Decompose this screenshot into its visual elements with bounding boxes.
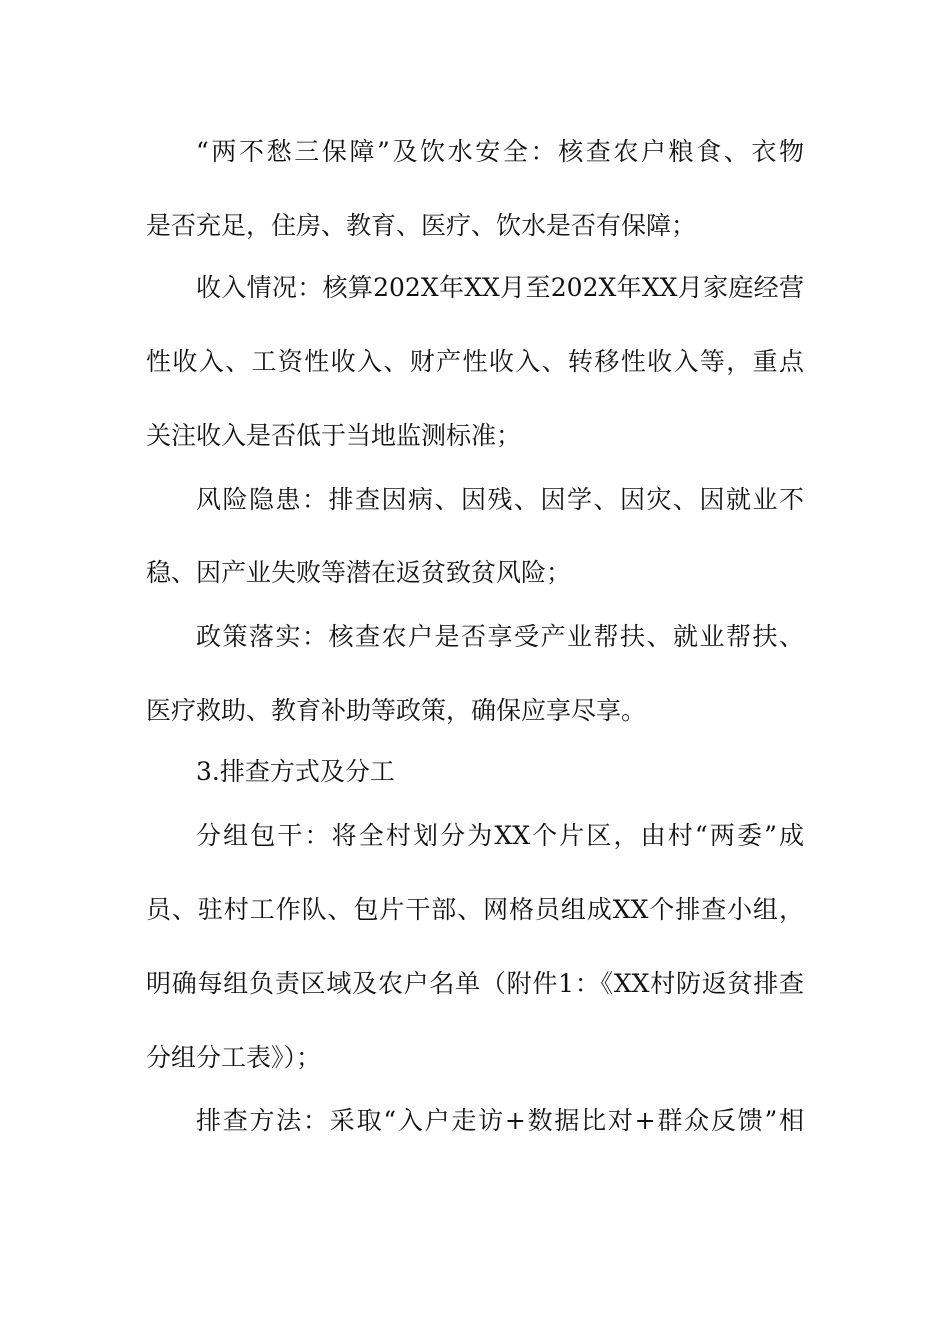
text-line: 性收入、工资性收入、财产性收入、转移性收入等，重点 (146, 347, 804, 376)
text-line: 分组包干：将全村划分为XX个片区，由村“两委”成 (196, 821, 804, 850)
section-heading: 3.排查方式及分工 (196, 757, 395, 786)
text-line: 收入情况：核算202X年XX月至202X年XX月家庭经营 (196, 273, 804, 302)
text-line: 明确每组负责区域及农户名单（附件1：《XX村防返贫排查 (146, 969, 804, 998)
text-line: 排查方法：采取“入户走访+数据比对+群众反馈”相 (196, 1106, 804, 1135)
text-line: 医疗救助、教育补助等政策，确保应享尽享。 (146, 696, 647, 725)
text-line: 稳、因产业失败等潜在返贫致贫风险； (146, 558, 572, 587)
text-line: 关注收入是否低于当地监测标准； (146, 421, 522, 450)
text-line: 员、驻村工作队、包片干部、网格员组成XX个排查小组， (146, 895, 804, 924)
text-line: 政策落实：核查农户是否享受产业帮扶、就业帮扶、 (196, 622, 804, 651)
text-line: “两不愁三保障”及饮水安全：核查农户粮食、衣物 (196, 137, 804, 166)
text-line: 分组分工表》）； (146, 1043, 322, 1072)
text-line: 风险隐患：排查因病、因残、因学、因灾、因就业不 (196, 485, 804, 514)
text-line: 是否充足，住房、教育、医疗、饮水是否有保障； (146, 211, 697, 240)
